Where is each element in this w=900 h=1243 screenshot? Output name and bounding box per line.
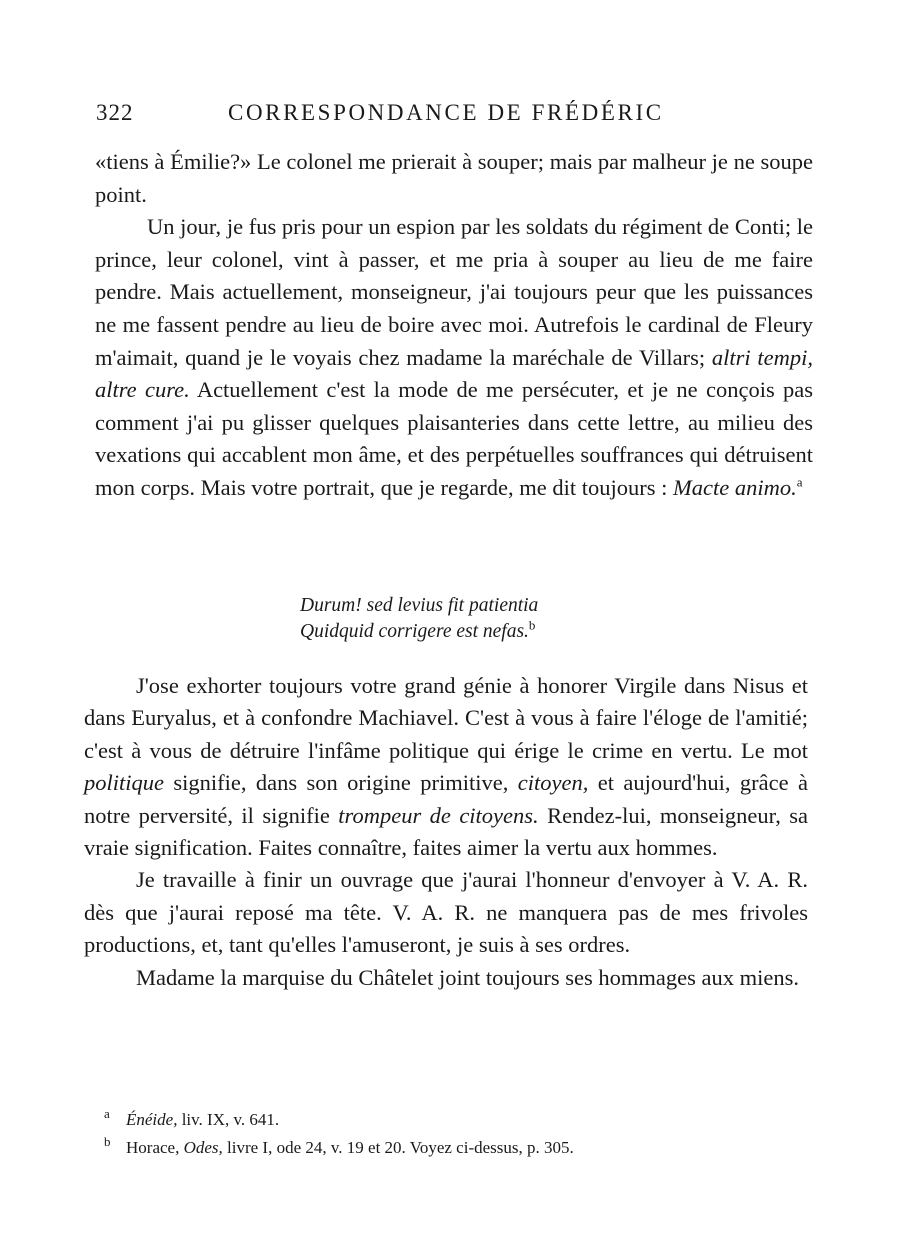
paragraph-3-text-a: J'ose exhorter toujours votre grand génie à honorer Virgile dans Nisus et dans Euryalus, et à confondre Machiavel. C'est à vous à faire l'éloge de l'amitié; c'est à vous de détruire l'infâme politique qui érige le crime en vertu. Le mot [84,673,808,763]
footnote-a-text: liv. IX, v. 641. [177,1110,280,1129]
paragraph-3 [84,670,808,864]
paragraph-2-text-b: Actuellement c'est la mode de me persécuter, et je ne conçois pas comment j'ai pu glisser quelques plaisanteries dans cette lettre, au milieu des vexations qui accablent mon âme, et des perpétuelles souffrances qui détruisent mon corps. Mais votre portrait, que je regarde, me dit toujours : [95,377,813,500]
footnote-b-text-a: Horace, [126,1138,184,1157]
footnote-a: a Énéide, liv. IX, v. 641. [104,1106,280,1129]
paragraph-3-text-b: signifie, dans son origine primitive, [164,770,518,796]
paragraph-1 [95,146,813,211]
paragraph-2-italic-2: Macte animo. [672,474,797,500]
footnote-ref-b: b [528,617,536,633]
running-title: CORRESPONDANCE DE FRÉDÉRIC [228,100,664,125]
paragraph-1-text: «tiens à Émilie?» Le colonel me prierait à souper; mais par malheur je ne soupe point. [95,149,813,207]
footnote-b: b Horace, Odes, livre I, ode 24, v. 19 et 20. Voyez ci-dessus, p. 305. [104,1134,574,1157]
paragraph-3-text-d: Rendez-lui, monseigneur, sa vraie signification. Faites connaître, faites aimer la vertu aux hommes. [84,802,809,861]
paragraph-3-text-c: et aujourd'hui, grâce à notre perversité, il signifie [84,770,808,828]
paragraph-2-italic: altri tempi, altre cure. [95,344,814,403]
paragraph-2-text-a: Un jour, je fus pris pour un espion par les soldats du régiment de Conti; le prince, leur colonel, vint à passer, et me pria à souper au lieu de me faire pendre. Mais actuellement, monseigneur, j'ai toujours peur que les puissances ne me fassent pendre au lieu de boire avec moi. Autrefois le cardinal de Fleury m'aimait, quand je le voyais chez madame la maréchale de Villars; [95,214,813,370]
paragraph-3-italic-3: trompeur de citoyens. [338,802,539,828]
footnote-b-text: livre I, ode 24, v. 19 et 20. Voyez ci-dessus, p. 305. [222,1138,574,1157]
footnote-a-italic: Énéide, [126,1110,178,1129]
footnote-ref-a: a [796,474,803,490]
verse-line-2 [300,619,538,645]
footnotes [104,1106,574,1162]
footnote-b-italic: Odes, [183,1138,223,1157]
text-block-lower [84,670,808,994]
verse-line-2-text: Quidquid corrigere est nefas. [300,621,529,642]
paragraph-5 [84,962,808,994]
paragraph-4-text: Je travaille à finir un ouvrage que j'aurai l'honneur d'envoyer à V. A. R. dès que j'aurai reposé ma tête. V. A. R. ne manquera pas de mes frivoles productions, et, tant qu'elles l'amuseront, je suis à ses ordres. [84,867,808,958]
paragraph-3-italic-2: citoyen, [517,770,589,796]
paragraph-2 [95,211,813,504]
page-number: 322 [96,100,134,125]
running-head [96,100,816,134]
paragraph-3-italic: politique [84,770,164,796]
text-block-upper [95,146,813,505]
verse-line-1: Durum! sed levius fit patientia [300,595,539,616]
paragraph-4 [84,864,808,961]
verse-quotation [300,593,538,645]
paragraph-5-text: Madame la marquise du Châtelet joint toujours ses hommages aux miens. [136,964,799,990]
